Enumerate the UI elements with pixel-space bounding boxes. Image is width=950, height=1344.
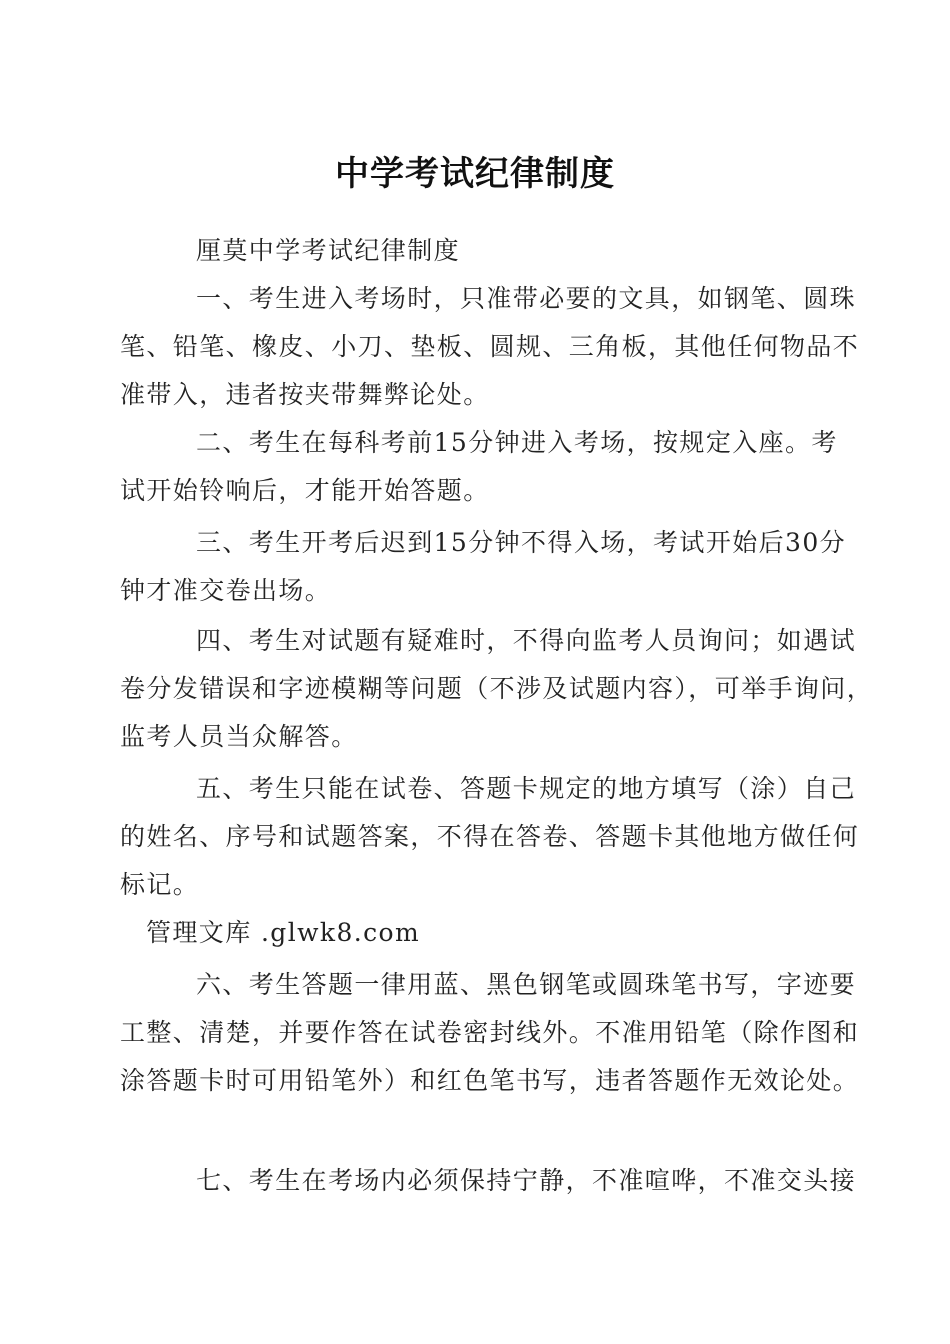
rule-3-line-1: 三、考生开考后迟到15分钟不得入场，考试开始后30分 [196, 528, 847, 557]
rule-5-line-2: 的姓名、序号和试题答案，不得在答卷、答题卡其他地方做任何 [120, 822, 860, 851]
rule-5-line-3: 标记。 [120, 870, 200, 899]
rule-7-line-1: 七、考生在考场内必须保持宁静，不准喧哗，不准交头接 [196, 1166, 857, 1195]
document-title: 中学考试纪律制度 [335, 154, 615, 194]
rule-6-line-2: 工整、清楚，并要作答在试卷密封线外。不准用铅笔（除作图和 [120, 1018, 860, 1047]
source-line: 管理文库 .glwk8.com [146, 918, 421, 947]
rule-1-line-3: 准带入，违者按夹带舞弊论处。 [120, 380, 490, 409]
rule-5-line-1: 五、考生只能在试卷、答题卡规定的地方填写（涂）自己 [196, 774, 857, 803]
rule-4-line-3: 监考人员当众解答。 [120, 722, 358, 751]
rule-4-line-2: 卷分发错误和字迹模糊等问题（不涉及试题内容），可举手询问， [120, 674, 874, 703]
rule-6-line-1: 六、考生答题一律用蓝、黑色钢笔或圆珠笔书写，字迹要 [196, 970, 857, 999]
rule-1-line-1: 一、考生进入考场时，只准带必要的文具，如钢笔、圆珠 [196, 284, 857, 313]
rule-4-line-1: 四、考生对试题有疑难时，不得向监考人员询问；如遇试 [196, 626, 857, 655]
rule-3-line-2: 钟才准交卷出场。 [120, 576, 332, 605]
rule-2-line-2: 试开始铃响后，才能开始答题。 [120, 476, 490, 505]
subtitle-line: 厘莫中学考试纪律制度 [196, 236, 461, 265]
rule-2-line-1: 二、考生在每科考前15分钟进入考场，按规定入座。考 [196, 428, 838, 457]
rule-6-line-3: 涂答题卡时可用铅笔外）和红色笔书写，违者答题作无效论处。 [120, 1066, 860, 1095]
rule-1-line-2: 笔、铅笔、橡皮、小刀、垫板、圆规、三角板，其他任何物品不 [120, 332, 860, 361]
